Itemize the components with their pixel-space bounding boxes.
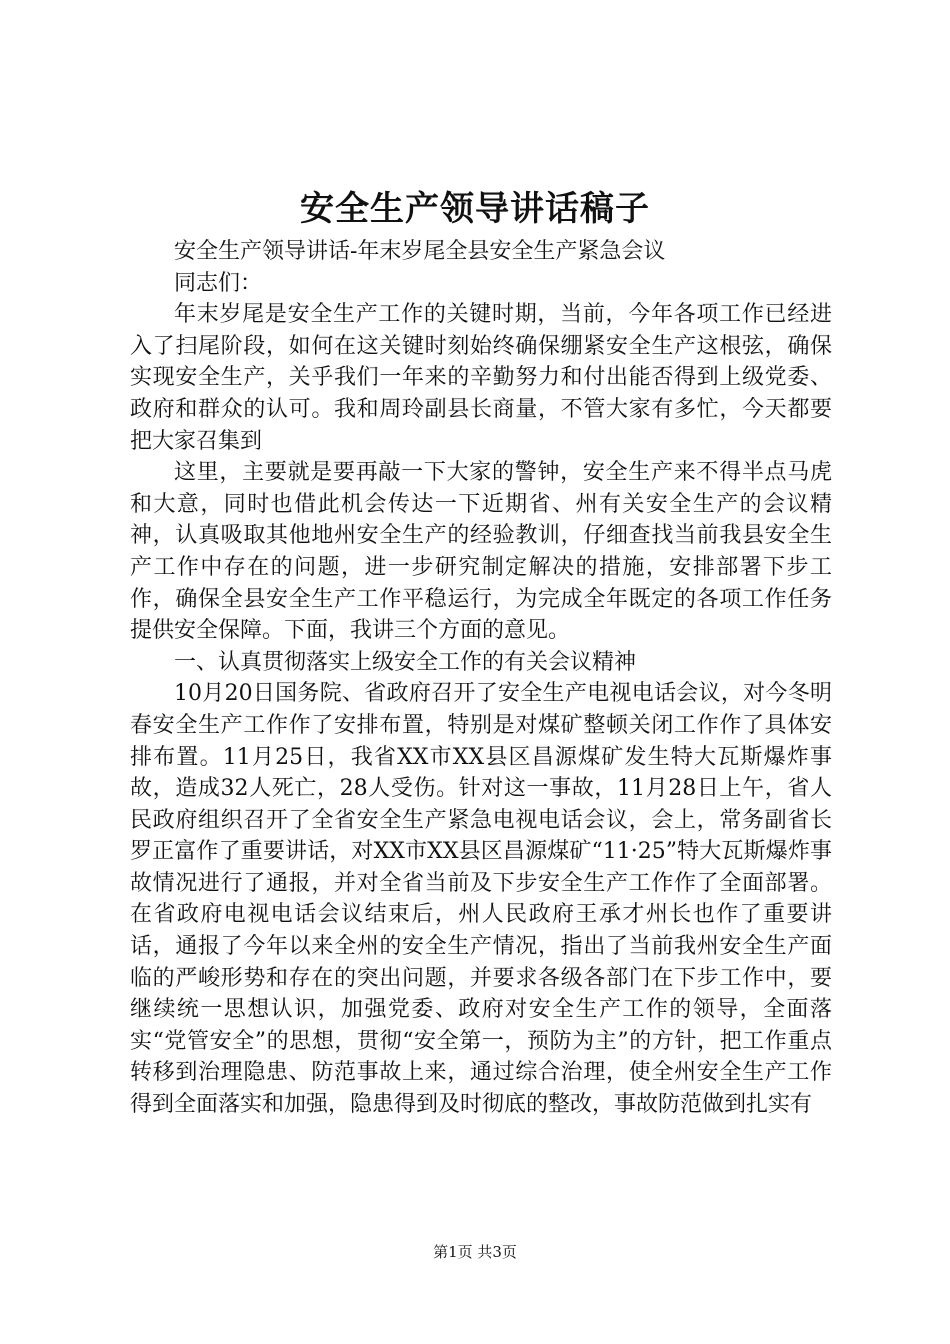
salutation-paragraph: 同志们： (174, 270, 263, 296)
document-title: 安全生产领导讲话稿子 (300, 189, 650, 229)
body-paragraph: 10月20日国务院、省政府召开了安全生产电视电话会议，对今冬明春安全生产工作作了安排布置，特别是对煤矿整顿关闭工作作了具体安排布置。11月25日，我省XX市XX县区昌源煤矿发生特大瓦斯爆炸事故，造成32人死亡，28人受伤。针对这一事故，11月28日上午，省人民政府组织召开了全省安全生产紧急电视电话会议，会上，常务副省长罗正富作了重要讲话，对XX市XX县区昌源煤矿“11·25”特大瓦斯爆炸事故情况进行了通报，并对全省当前及下步安全生产工作作了全面部署。在省政府电视电话会议结束后，州人民政府王承才州长也作了重要讲话，通报了今年以来全州的安全生产情况，指出了当前我州安全生产面临的严峻形势和存在的突出问题，并要求各级各部门在下步工作中，要继续统一思想认识，加强党委、政府对安全生产工作的领导，全面落实“党管安全”的思想，贯彻“安全第一，预防为主”的方针，把工作重点转移到治理隐患、防范事故上来，通过综合治理，使全州安全生产工作得到全面落实和加强，隐患得到及时彻底的整改，事故防范做到扎实有 (130, 681, 832, 1118)
section-heading: 一、认真贯彻落实上级安全工作的有关会议精神 (174, 649, 637, 675)
body-paragraph: 这里，主要就是要再敲一下大家的警钟，安全生产来不得半点马虎和大意，同时也借此机会传达一下近期省、州有关安全生产的会议精神，认真吸取其他地州安全生产的经验教训，仔细查找当前我县安全生产工作中存在的问题，进一步研究制定解决的措施，安排部署下步工作，确保全县安全生产工作平稳运行，为完成全年既定的各项工作任务提供安全保障。下面，我讲三个方面的意见。 (130, 460, 832, 644)
page-footer: 第1页 共3页 (433, 1243, 517, 1261)
subtitle-paragraph: 安全生产领导讲话-年末岁尾全县安全生产紧急会议 (174, 239, 666, 264)
body-paragraph: 年末岁尾是安全生产工作的关键时期，当前，今年各项工作已经进入了扫尾阶段，如何在这关键时刻始终确保绷紧安全生产这根弦，确保实现安全生产，关乎我们一年来的辛勤努力和付出能否得到上级党委、政府和群众的认可。我和周玲副县长商量，不管大家有多忙，今天都要把大家召集到 (130, 302, 832, 454)
document-body (130, 236, 832, 1121)
